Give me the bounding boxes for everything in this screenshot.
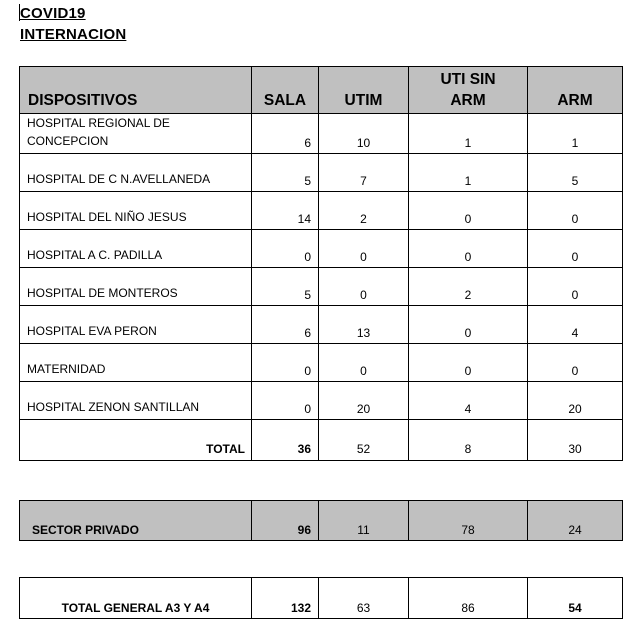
cell-dispositivo[interactable]: HOSPITAL A C. PADILLA — [20, 230, 252, 268]
title-covid19: COVID19 — [20, 5, 86, 22]
sector-privado-table — [19, 500, 623, 541]
cell-arm[interactable]: 0 — [528, 192, 623, 230]
sector-privado-utim[interactable]: 11 — [319, 501, 409, 541]
cell-sala[interactable]: 0 — [252, 230, 319, 268]
cell-arm[interactable]: 0 — [528, 344, 623, 382]
total-general-arm[interactable]: 54 — [528, 578, 623, 619]
sector-privado-uti-sin-arm[interactable]: 78 — [409, 501, 528, 541]
header-arm[interactable]: ARM — [528, 67, 623, 114]
sector-privado-arm[interactable]: 24 — [528, 501, 623, 541]
cell-sala[interactable]: 6 — [252, 306, 319, 344]
total-general-table — [19, 577, 623, 619]
cell-utim[interactable]: 10 — [319, 114, 409, 154]
cell-uti-sin-arm[interactable]: 0 — [409, 230, 528, 268]
total-general-uti-sin-arm[interactable]: 86 — [409, 578, 528, 619]
cell-utim[interactable]: 0 — [319, 344, 409, 382]
cell-arm[interactable]: 5 — [528, 154, 623, 192]
total-sala[interactable]: 36 — [252, 420, 319, 461]
cell-arm[interactable]: 20 — [528, 382, 623, 420]
header-row — [20, 67, 623, 114]
cell-utim[interactable]: 7 — [319, 154, 409, 192]
cell-utim[interactable]: 0 — [319, 230, 409, 268]
cell-dispositivo[interactable]: HOSPITAL DE C N.AVELLANEDA — [20, 154, 252, 192]
internacion-table — [19, 66, 623, 461]
header-uti-sin-arm[interactable] — [409, 67, 528, 114]
total-general-sala[interactable]: 132 — [252, 578, 319, 619]
cell-dispositivo[interactable]: HOSPITAL EVA PERON — [20, 306, 252, 344]
cell-dispositivo[interactable]: HOSPITAL ZENON SANTILLAN — [20, 382, 252, 420]
sector-privado-sala[interactable]: 96 — [252, 501, 319, 541]
table-row — [20, 382, 623, 420]
total-row — [20, 420, 623, 461]
cell-uti-sin-arm[interactable]: 0 — [409, 344, 528, 382]
total-utim[interactable]: 52 — [319, 420, 409, 461]
cell-sala[interactable]: 0 — [252, 382, 319, 420]
total-label[interactable]: TOTAL — [20, 420, 252, 461]
header-utim[interactable]: UTIM — [319, 67, 409, 114]
cell-utim[interactable]: 2 — [319, 192, 409, 230]
cell-arm[interactable]: 1 — [528, 114, 623, 154]
cell-uti-sin-arm[interactable]: 1 — [409, 114, 528, 154]
header-uti-sin-arm-line2: ARM — [450, 92, 486, 109]
header-uti-sin-arm-line1: UTI SIN — [440, 71, 496, 88]
dispositivo-name-line1: HOSPITAL REGIONAL DE — [27, 116, 170, 130]
total-arm[interactable]: 30 — [528, 420, 623, 461]
cell-utim[interactable]: 13 — [319, 306, 409, 344]
cell-utim[interactable]: 0 — [319, 268, 409, 306]
cell-sala[interactable]: 5 — [252, 154, 319, 192]
total-general-utim[interactable]: 63 — [319, 578, 409, 619]
table-row — [20, 114, 623, 154]
cell-sala[interactable]: 5 — [252, 268, 319, 306]
cell-utim[interactable]: 20 — [319, 382, 409, 420]
sector-privado-row — [20, 501, 623, 541]
cell-sala[interactable]: 14 — [252, 192, 319, 230]
cell-arm[interactable]: 0 — [528, 230, 623, 268]
table-row — [20, 230, 623, 268]
cell-arm[interactable]: 0 — [528, 268, 623, 306]
cell-dispositivo[interactable] — [20, 114, 252, 154]
title-internacion: INTERNACION — [20, 26, 127, 43]
cell-dispositivo[interactable]: HOSPITAL DEL NIÑO JESUS — [20, 192, 252, 230]
header-sala[interactable]: SALA — [252, 67, 319, 114]
cell-uti-sin-arm[interactable]: 1 — [409, 154, 528, 192]
table-row — [20, 154, 623, 192]
cell-dispositivo[interactable]: HOSPITAL DE MONTEROS — [20, 268, 252, 306]
table-row — [20, 268, 623, 306]
cell-uti-sin-arm[interactable]: 2 — [409, 268, 528, 306]
total-general-row — [20, 578, 623, 619]
cell-dispositivo[interactable]: MATERNIDAD — [20, 344, 252, 382]
cell-sala[interactable]: 6 — [252, 114, 319, 154]
cell-uti-sin-arm[interactable]: 0 — [409, 306, 528, 344]
cell-uti-sin-arm[interactable]: 4 — [409, 382, 528, 420]
cell-sala[interactable]: 0 — [252, 344, 319, 382]
header-dispositivos[interactable]: DISPOSITIVOS — [20, 67, 252, 114]
dispositivo-name-line2: CONCEPCION — [27, 134, 109, 148]
cell-uti-sin-arm[interactable]: 0 — [409, 192, 528, 230]
total-uti-sin-arm[interactable]: 8 — [409, 420, 528, 461]
table-row — [20, 344, 623, 382]
sector-privado-label[interactable]: SECTOR PRIVADO — [20, 501, 252, 541]
table-row — [20, 306, 623, 344]
table-row — [20, 192, 623, 230]
cell-arm[interactable]: 4 — [528, 306, 623, 344]
total-general-label[interactable]: TOTAL GENERAL A3 Y A4 — [20, 578, 252, 619]
